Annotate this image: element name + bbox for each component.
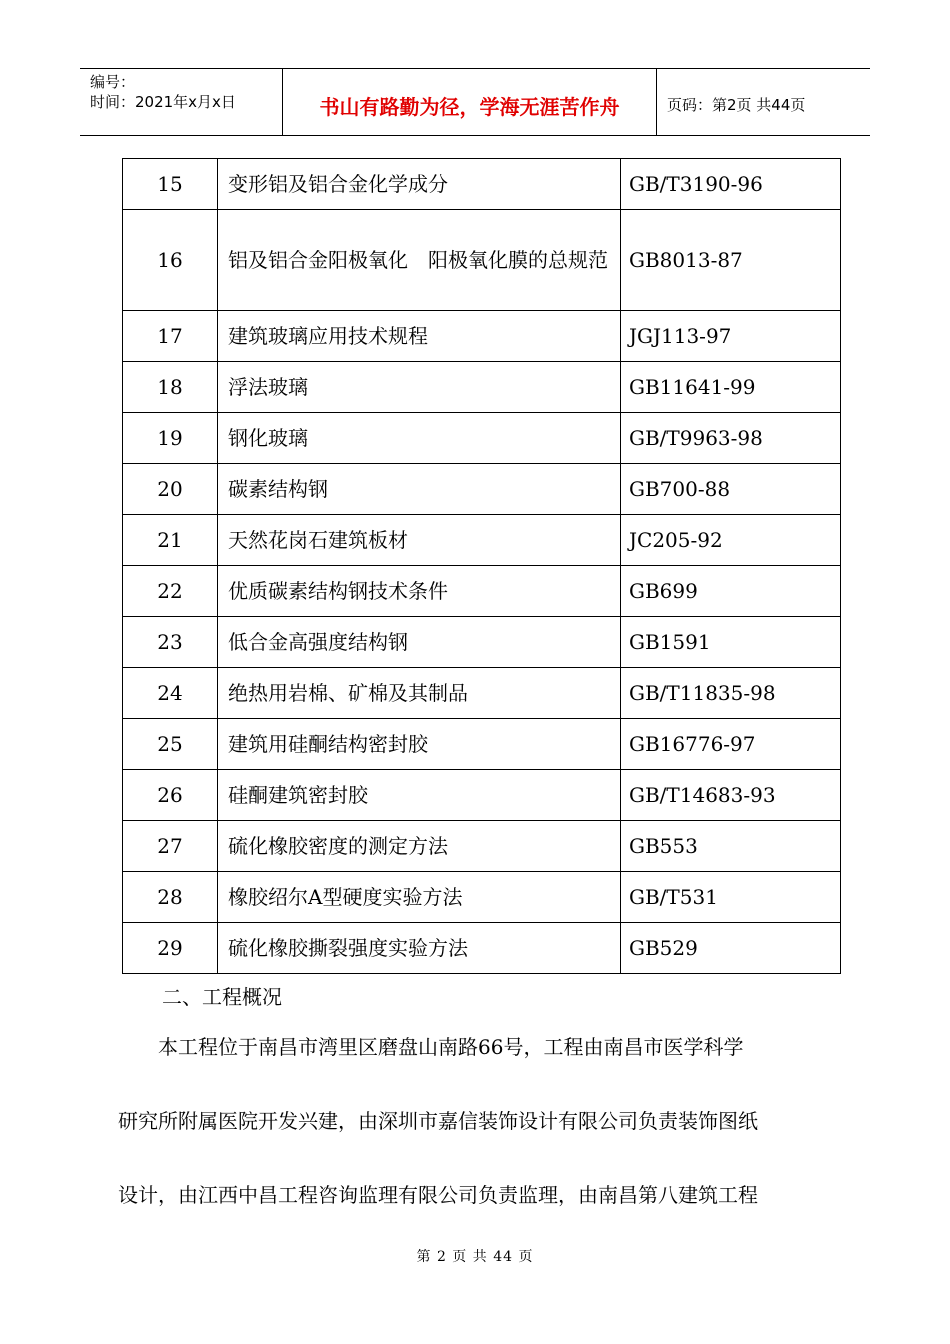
standard-name: 优质碳素结构钢技术条件: [218, 566, 621, 617]
standard-name: 橡胶绍尔A型硬度实验方法: [218, 872, 621, 923]
table-row: [123, 770, 841, 821]
standard-name: 绝热用岩棉、矿棉及其制品: [218, 668, 621, 719]
row-number: 27: [123, 821, 218, 872]
row-number: 24: [123, 668, 218, 719]
header-motto: 书山有路勤为径，学海无涯苦作舟: [283, 69, 657, 135]
row-number: 23: [123, 617, 218, 668]
time-label: 时间：2021年x月x日: [90, 93, 236, 111]
table-row: [123, 923, 841, 974]
table-row: [123, 311, 841, 362]
standard-code: GB553: [621, 821, 841, 872]
standard-code: GB1591: [621, 617, 841, 668]
row-number: 15: [123, 159, 218, 210]
row-number: 25: [123, 719, 218, 770]
row-number: 20: [123, 464, 218, 515]
standard-code: GB529: [621, 923, 841, 974]
standard-name: 钢化玻璃: [218, 413, 621, 464]
standard-code: JC205-92: [621, 515, 841, 566]
page-footer: 第 2 页 共 44 页: [416, 1249, 534, 1265]
serial-number-label: 编号：: [90, 73, 136, 91]
row-number: 19: [123, 413, 218, 464]
row-number: 29: [123, 923, 218, 974]
standard-name: 变形铝及铝合金化学成分: [218, 159, 621, 210]
standard-code: GB700-88: [621, 464, 841, 515]
row-number: 28: [123, 872, 218, 923]
standard-code: GB699: [621, 566, 841, 617]
table-row: [123, 413, 841, 464]
standard-code: GB/T3190-96: [621, 159, 841, 210]
standard-code: GB11641-99: [621, 362, 841, 413]
row-number: 16: [123, 210, 218, 311]
page-header: [80, 68, 870, 136]
standard-name: 硫化橡胶撕裂强度实验方法: [218, 923, 621, 974]
table-row: [123, 464, 841, 515]
table-row: [123, 872, 841, 923]
table-row: [123, 362, 841, 413]
standard-name: 建筑用硅酮结构密封胶: [218, 719, 621, 770]
standard-name: 建筑玻璃应用技术规程: [218, 311, 621, 362]
table-row: [123, 821, 841, 872]
standard-name: 浮法玻璃: [218, 362, 621, 413]
standard-name: 铝及铝合金阳极氧化 阳极氧化膜的总规范: [218, 210, 621, 311]
standard-code: GB/T14683-93: [621, 770, 841, 821]
standard-code: GB/T9963-98: [621, 413, 841, 464]
paragraph-line-3: 设计，由江西中昌工程咨询监理有限公司负责监理，由南昌第八建筑工程: [118, 1183, 758, 1207]
table-row: [123, 566, 841, 617]
row-number: 21: [123, 515, 218, 566]
table-row: [123, 159, 841, 210]
standard-code: GB/T531: [621, 872, 841, 923]
paragraph-line-1: 本工程位于南昌市湾里区磨盘山南路66号，工程由南昌市医学科学: [158, 1035, 744, 1059]
row-number: 22: [123, 566, 218, 617]
standard-name: 硅酮建筑密封胶: [218, 770, 621, 821]
header-meta: [80, 69, 283, 135]
standards-table: [122, 158, 841, 974]
table-row: [123, 668, 841, 719]
row-number: 17: [123, 311, 218, 362]
standards-table-body: [123, 159, 841, 974]
row-number: 26: [123, 770, 218, 821]
standard-name: 硫化橡胶密度的测定方法: [218, 821, 621, 872]
standard-code: GB/T11835-98: [621, 668, 841, 719]
standard-code: GB16776-97: [621, 719, 841, 770]
standard-name: 天然花岗石建筑板材: [218, 515, 621, 566]
table-row: [123, 515, 841, 566]
section-heading: 二、工程概况: [162, 985, 282, 1009]
table-row: [123, 719, 841, 770]
standard-name: 低合金高强度结构钢: [218, 617, 621, 668]
table-row: [123, 210, 841, 311]
table-row: [123, 617, 841, 668]
standard-code: JGJ113-97: [621, 311, 841, 362]
row-number: 18: [123, 362, 218, 413]
header-page-info: 页码：第2页 共44页: [667, 95, 806, 114]
paragraph-line-2: 研究所附属医院开发兴建，由深圳市嘉信装饰设计有限公司负责装饰图纸: [118, 1109, 758, 1133]
standard-name: 碳素结构钢: [218, 464, 621, 515]
standard-code: GB8013-87: [621, 210, 841, 311]
